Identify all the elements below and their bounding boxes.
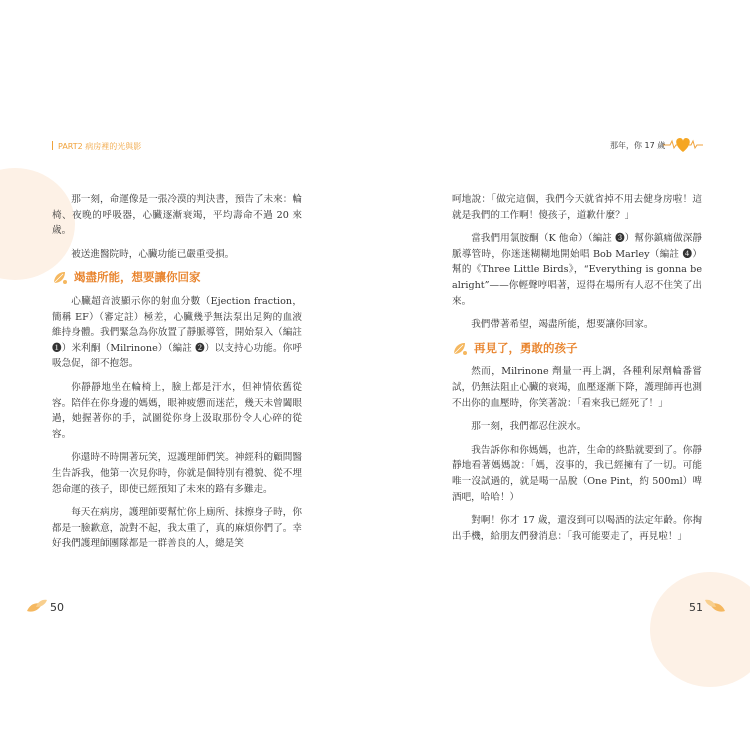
paragraph: 呵地說：「做完這個，我們今天就省掉不用去健身房啦！這就是我們的工作啊！傻孩子，道歉什麼？」 — [452, 194, 702, 221]
leaf-icon — [52, 271, 68, 285]
running-header-right — [610, 140, 665, 151]
paragraph: 然而，Milrinone 劑量一再上調，各種利尿劑輪番嘗試，仍無法阻止心臟的衰竭，血壓逐漸下降，護理師再也測不出你的血壓時，你笑著說：「看來我已經死了！」 — [452, 366, 702, 409]
page-number-right: 51 — [689, 601, 703, 614]
running-header-left — [52, 141, 141, 152]
paragraph: 你還時不時開著玩笑，逗護理師們笑。神經科的顧問醫生告訴我，他第一次見你時，你就是個特別有禮貌、從不埋怨命運的孩子，即使已經預知了未來的路有多難走。 — [52, 452, 302, 495]
left-column — [52, 192, 302, 560]
right-column — [452, 192, 702, 552]
header-left-text: PART2 病房裡的光與影 — [58, 142, 142, 151]
header-bar — [52, 141, 53, 150]
paragraph: 你靜靜地坐在輪椅上，臉上都是汗水，但神情依舊從容。陪伴在你身邊的媽媽，眼神疲憊而迷茫，幾天未曾闔眼過，她握著你的手，試圖從你身上汲取那份令人心碎的從容。 — [52, 381, 302, 440]
paragraph: 我告訴你和你媽媽，也許，生命的終點就要到了。你靜靜地看著媽媽說：「媽，沒事的，我已經擁有了一切。可能唯一沒試過的，就是喝一品脫（One Pint，約 500ml）啤酒吧，哈哈！） — [452, 444, 702, 503]
leaf-icon — [26, 598, 48, 614]
leaf-icon — [452, 342, 468, 356]
paragraph: 每天在病房，護理師要幫忙你上廁所、抹擦身子時，你都是一臉歉意，說對不起，我太重了，真的麻煩你們了。幸好我們護理師團隊都是一群善良的人，總是笑 — [52, 507, 302, 550]
header-right-text: 那年，你 17 歲 — [610, 141, 666, 150]
paragraph: 對啊！你才 17 歲，還沒到可以喝酒的法定年齡。你掏出手機，給朋友們發消息：「我可能要走了，再見啦！」 — [452, 515, 702, 542]
leaf-icon — [704, 598, 726, 614]
heading-text: 竭盡所能，想要讓你回家 — [74, 270, 201, 285]
paragraph: 那一刻，我們都忍住淚水。 — [471, 421, 587, 433]
paragraph: 心臟超音波顯示你的射血分數（Ejection fraction，簡稱 EF）（審定註）極差，心臟幾乎無法泵出足夠的血液維持身體。我們緊急為你放置了靜脈導管，開始泵入（編註 ❶）米利酮（Milrinone）（編註 ❷）以支持心功能。你呼吸急促，卻不抱怨。 — [52, 295, 302, 370]
page-number-left: 50 — [50, 601, 64, 614]
decorative-blob-right — [650, 572, 750, 687]
heading-text: 再見了，勇敢的孩子 — [474, 340, 578, 355]
section-heading — [52, 270, 302, 286]
heart-icon — [662, 134, 704, 154]
paragraph: 被送進醫院時，心臟功能已嚴重受損。 — [71, 248, 235, 260]
paragraph: 我們帶著希望，竭盡所能，想要讓你回家。 — [471, 319, 654, 331]
paragraph: 那一刻，命運像是一張冷漠的判決書，預告了未來：輪椅、夜晚的呼吸器，心臟逐漸衰竭，平均壽命不過 20 來歲。 — [52, 194, 302, 237]
paragraph: 當我們用氯胺酮（K 他命）（編註 ❸）幫你鎮痛做深靜脈導管時，你迷迷糊糊地開始唱 Bob Marley（編註 ❹）幫的《Three Little Birds》，“Everything is gonna be alright”——你輕聲哼唱著，逗得在場所有人忍不住笑了出來。 — [452, 233, 702, 307]
section-heading — [452, 341, 702, 357]
